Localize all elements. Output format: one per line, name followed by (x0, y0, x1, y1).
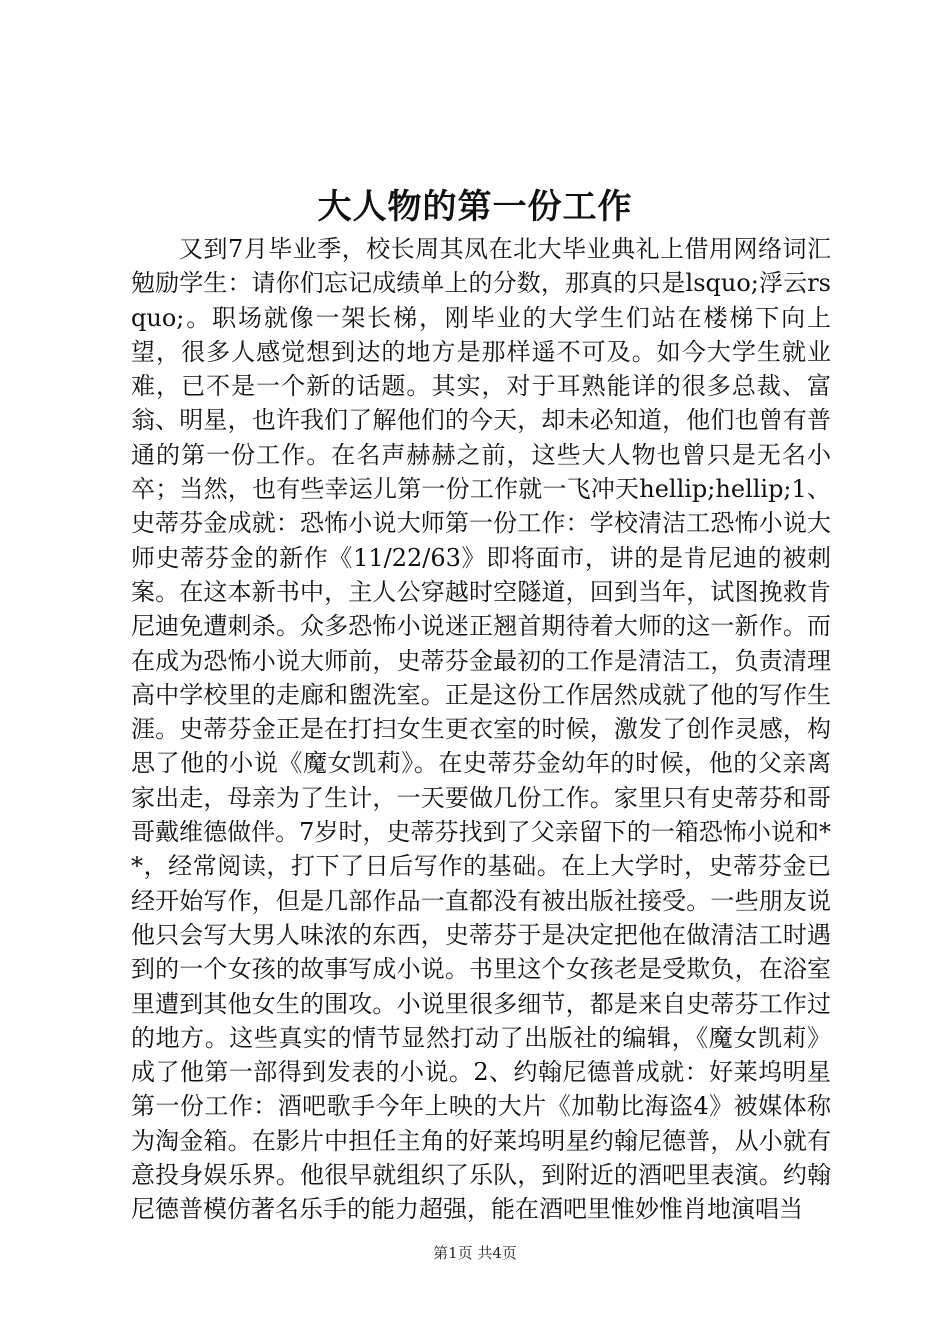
body-paragraph: 又到7月毕业季，校长周其凤在北大毕业典礼上借用网络词汇勉励学生：请你们忘记成绩单上的分数，那真的只是lsquo;浮云rsquo;。职场就像一架长梯，刚毕业的大学生们站在楼梯下向上望，很多人感觉想到达的地方是那样遥不可及。如今大学生就业难，已不是一个新的话题。其实，对于耳熟能详的很多总裁、富翁、明星，也许我们了解他们的今天，却未必知道，他们也曾有普通的第一份工作。在名声赫赫之前，这些大人物也曾只是无名小卒；当然，也有些幸运儿第一份工作就一飞冲天hellip;hellip;1、史蒂芬金成就：恐怖小说大师第一份工作：学校清洁工恐怖小说大师史蒂芬金的新作《11/22/63》即将面市，讲的是肯尼迪的被刺案。在这本新书中，主人公穿越时空隧道，回到当年，试图挽救肯尼迪免遭刺杀。众多恐怖小说迷正翘首期待着大师的这一新作。而在成为恐怖小说大师前，史蒂芬金最初的工作是清洁工，负责清理高中学校里的走廊和盥洗室。正是这份工作居然成就了他的写作生涯。史蒂芬金正是在打扫女生更衣室的时候，激发了创作灵感，构思了他的小说《魔女凯莉》。在史蒂芬金幼年的时候，他的父亲离家出走，母亲为了生计，一天要做几份工作。家里只有史蒂芬和哥哥戴维德做伴。7岁时，史蒂芬找到了父亲留下的一箱恐怖小说和**，经常阅读，打下了日后写作的基础。在上大学时，史蒂芬金已经开始写作，但是几部作品一直都没有被出版社接受。一些朋友说他只会写大男人味浓的东西，史蒂芬于是决定把他在做清洁工时遇到的一个女孩的故事写成小说。书里这个女孩老是受欺负，在浴室里遭到其他女生的围攻。小说里很多细节，都是来自史蒂芬工作过的地方。这些真实的情节显然打动了出版社的编辑，《魔女凯莉》成了他第一部得到发表的小说。2、约翰尼德普成就：好莱坞明星第一份工作：酒吧歌手今年上映的大片《加勒比海盗4》被媒体称为淘金箱。在影片中担任主角的好莱坞明星约翰尼德普，从小就有意投身娱乐界。他很早就组织了乐队，到附近的酒吧里表演。约翰尼德普模仿著名乐手的能力超强，能在酒吧里惟妙惟肖地演唱当 (131, 235, 831, 1224)
document-title: 大人物的第一份工作 (317, 187, 633, 227)
page-footer: 第1页 共4页 (433, 1244, 517, 1262)
